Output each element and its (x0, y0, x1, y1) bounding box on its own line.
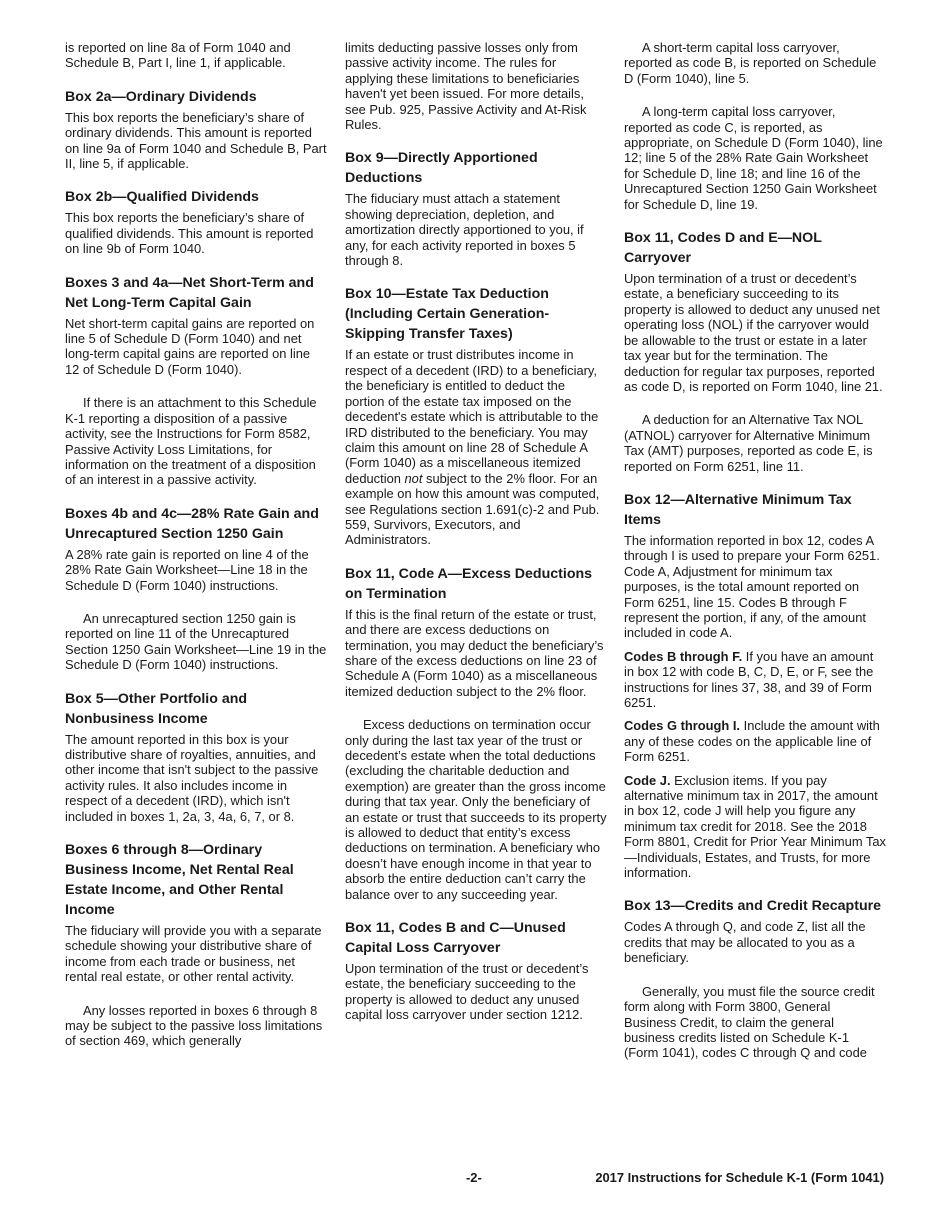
column-right (624, 40, 886, 1069)
paragraph: The information reported in box 12, codes A through I is used to prepare your Form 6251. Code A, Adjustment for minimum tax purposes, is the total amount reported on Form 6251, line 15. Codes B through F represent the portion, if any, of the amount included in code A. (624, 532, 880, 641)
paragraph: A 28% rate gain is reported on line 4 of the 28% Rate Gain Worksheet—Line 18 in the Schedule D (Form 1040) instructions. (65, 546, 309, 593)
run-in-heading: Code J. (624, 772, 671, 788)
paragraph: Codes A through Q, and code Z, list all the credits that may be allocated to you as a beneficiary. (624, 919, 866, 966)
heading-boxes-3-4a: Boxes 3 and 4a—Net Short-Term and Net Long-Term Capital Gain (65, 274, 314, 311)
paragraph: A long-term capital loss carryover, reported as code C, is reported, as appropriate, on Schedule D (Form 1040), line 12; line 5 of the 28% Rate Gain Worksheet for Schedule D, line 18; and line 16 of the Unrecaptured Section 1250 Gain Worksheet for Schedule D, line 19. (624, 104, 883, 212)
paragraph (345, 347, 607, 547)
paragraph: Generally, you must file the source credit form along with Form 3800, General Business Credit, to claim the general business credits listed on Schedule K-1 (Form 1041), codes C through Q and code (624, 983, 875, 1061)
paragraph: This box reports the beneficiary’s share of ordinary dividends. This amount is reported on line 9a of Form 1040 and Schedule B, Part II, line 5, if applicable. (65, 109, 327, 172)
text-run: Include the amount with any of these codes on the applicable line of Form 6251. (624, 718, 880, 765)
page-number: -2- (466, 1170, 482, 1185)
paragraph: limits deducting passive losses only from passive activity income. The rules for applying these limitations to beneficiaries haven't yet been issued. For more details, see Pub. 925, Passive Activity and At-Risk Rules. (345, 40, 587, 133)
footer-title: 2017 Instructions for Schedule K-1 (Form 1041) (595, 1170, 884, 1185)
paragraph: The fiduciary must attach a statement showing depreciation, depletion, and amortization directly apportioned to you, if any, for each activity reported in boxes 5 through 8. (345, 191, 584, 269)
text-run: Exclusion items. If you pay alternative minimum tax in 2017, the amount in box 12, code J will help you figure any minimum tax credit for 2018. See the 2018 Form 8801, Credit for Prior Year Minimum Tax—Individuals, Estates, and Trusts, for more information. (624, 772, 886, 881)
heading-box-11-codes-d-e: Box 11, Codes D and E—NOL Carryover (624, 230, 822, 267)
text-run: subject to the 2% floor. For an example on how this amount was computed, see Regulations section 1.691(c)-2 and Pub. 559, Survivors, Executors, and Administrators. (345, 470, 600, 548)
emphasis: not (404, 470, 423, 486)
paragraph: If this is the final return of the estate or trust, and there are excess deductions on termination, you may deduct the beneficiary’s share of the excess deductions on line 23 of Schedule A (Form 1040) as a miscellaneous itemized deduction subject to the 2% floor. (345, 606, 604, 699)
heading-box-10: Box 10—Estate Tax Deduction (Including Certain Generation-Skipping Transfer Taxes) (345, 286, 550, 343)
paragraph: This box reports the beneficiary’s share of qualified dividends. This amount is reported on line 9b of Form 1040. (65, 210, 314, 257)
heading-box-9: Box 9—Directly Apportioned Deductions (345, 150, 538, 187)
paragraph (624, 773, 886, 881)
paragraph: If there is an attachment to this Schedule K-1 reporting a disposition of a passive activity, see the Instructions for Form 8582, Passive Activity Loss Limitations, for information on the treatment of a disposition of an interest in a passive activity. (65, 395, 317, 488)
paragraph (624, 718, 886, 764)
paragraph: Net short-term capital gains are reported on line 5 of Schedule D (Form 1040) and net long-term capital gains are reported on line 12 of Schedule D (Form 1040). (65, 315, 315, 377)
heading-box-11-code-a: Box 11, Code A—Excess Deductions on Termination (345, 565, 593, 602)
column-middle (345, 40, 607, 1031)
paragraph: The fiduciary will provide you with a separate schedule showing your distributive share of income from each trade or business, net rental real estate, or other rental activity. (65, 923, 322, 985)
paragraph: An unrecaptured section 1250 gain is reported on line 11 of the Unrecaptured Section 1250 Gain Worksheet—Line 19 in the Schedule D (Form 1040) instructions. (65, 610, 327, 673)
paragraph: A deduction for an Alternative Tax NOL (ATNOL) carryover for Alternative Minimum Tax (AMT) purposes, reported as code E, is reported on Form 6251, line 11. (624, 412, 873, 474)
paragraph: Upon termination of a trust or decedent’s estate, a beneficiary succeeding to its property is allowed to deduct any unused net operating loss (NOL) if the carryover would be allowable to the trust or estate in a later tax year but for the termination. The deduction for regular tax purposes, reported as code D, is reported on Form 1040, line 21. (624, 271, 883, 394)
heading-box-2b: Box 2b—Qualified Dividends (65, 189, 259, 206)
paragraph: is reported on line 8a of Form 1040 and Schedule B, Part I, line 1, if applicable. (65, 40, 291, 71)
paragraph: Excess deductions on termination occur only during the last tax year of the trust or decedent’s estate when the total deductions (excluding the charitable deduction and exemption) are greater than the gross income during that tax year. Only the beneficiary of an estate or trust that succeeds to its property is allowed to deduct that entity’s excess deductions on termination. A beneficiary who doesn’t have enough income in that year to absorb the entire deduction can’t carry the balance over to any succeeding year. (345, 717, 607, 902)
text-run: If you have an amount in box 12 with code B, C, D, E, or F, see the instructions for lines 37, 38, and 39 of Form 6251. (624, 648, 874, 710)
heading-box-5: Box 5—Other Portfolio and Nonbusiness Income (65, 690, 248, 727)
heading-box-13: Box 13—Credits and Credit Recapture (624, 898, 882, 915)
heading-box-11-codes-b-c: Box 11, Codes B and C—Unused Capital Loss Carryover (345, 920, 566, 957)
column-left (65, 40, 327, 1057)
heading-boxes-6-8: Boxes 6 through 8—Ordinary Business Income, Net Rental Real Estate Income, and Other Rental Income (65, 842, 294, 918)
paragraph: Upon termination of the trust or decedent’s estate, the beneficiary succeeding to the property is allowed to deduct any unused capital loss carryover under section 1212. (345, 961, 589, 1023)
heading-box-2a: Box 2a—Ordinary Dividends (65, 88, 257, 105)
heading-boxes-4b-4c: Boxes 4b and 4c—28% Rate Gain and Unrecaptured Section 1250 Gain (65, 505, 319, 542)
run-in-heading: Codes G through I. (624, 718, 741, 734)
text-run: If an estate or trust distributes income in respect of a decedent (IRD) to a beneficiary, the beneficiary is entitled to deduct the portion of the estate tax imposed on the decedent's estate which is attributable to the IRD distributed to the beneficiary. You may claim this amount on line 28 of Schedule A (Form 1040) as a miscellaneous itemized deduction (345, 347, 599, 486)
paragraph: The amount reported in this box is your distributive share of royalties, annuities, and other income that isn't subject to the passive activity rules. It also includes income in respect of a decedent (IRD), which isn't included in boxes 1, 2a, 3, 4a, 6, 7, or 8. (65, 731, 319, 824)
heading-box-12: Box 12—Alternative Minimum Tax Items (624, 491, 852, 528)
run-in-heading: Codes B through F. (624, 648, 743, 664)
paragraph (624, 649, 886, 711)
paragraph: A short-term capital loss carryover, reported as code B, is reported on Schedule D (Form 1040), line 5. (624, 40, 877, 86)
paragraph: Any losses reported in boxes 6 through 8 may be subject to the passive loss limitations of section 469, which generally (65, 1002, 323, 1049)
